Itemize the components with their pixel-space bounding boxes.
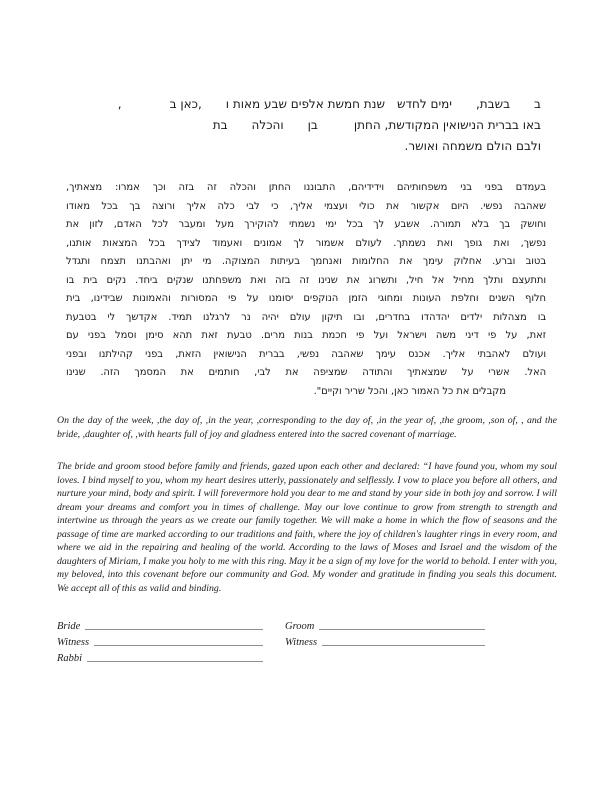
hebrew-vows-line: חלוף השנים וחלפת העונות ומחוגי הזמן הנוקפים יסומנו על פי המסורות והאמונות שבידינו, בית — [66, 293, 546, 304]
signature-column-right — [285, 616, 485, 664]
hebrew-vows-line: מקבלים את כל האמור כאן, והכל שריר וקיים". — [313, 385, 506, 397]
hebrew-vows-line: ועולם לאהבתי אליך. אכנס עימך שאהבה נפשי, בברית הנישואין הזאת, בפני קהילתנו ובפני — [66, 348, 546, 360]
hebrew-vows-line: נפשך, ואת גופך ואת נשמתך. לעולם אשמור לך אמונים ואעמוד לצידך בכל המצאות אותנו, — [66, 237, 546, 249]
hebrew-vows-line: וחושק בך בלא תמורה. אשבע לך בכל ימי נשמתי להוקירך מעל ומעבר לכל האדם, לזון את — [66, 219, 546, 230]
signature-row — [57, 616, 263, 632]
signature-column-left — [57, 616, 263, 664]
signature-label: Bride — [57, 621, 81, 632]
signature-label: Rabbi — [57, 653, 83, 664]
hebrew-date-section — [60, 94, 541, 157]
signature-section — [57, 616, 612, 664]
hebrew-vows-line: ותתעצם ותלך מחיל אל חיל, ותשרוג את שנינו זה בזה ואת משפחתנו שנקים ביחד. נקים בית בו — [66, 274, 546, 286]
signature-line — [319, 629, 485, 630]
hebrew-vows-line: בעמדם בפני בני משפחותיהם וידידיהם, התבוננו החתן והכלה זה בזה וכך אמרו: מצאתיך, — [66, 182, 546, 193]
hebrew-vows-line: בו מצהלות ילדים יהדהדו בחדרים, ובו תיקון עולם יהיה נר לרגלנו תמיד. אקדשך לי בטבעת — [66, 311, 546, 323]
signature-label: Witness — [285, 637, 318, 648]
signature-row — [57, 648, 263, 664]
hebrew-vows-line: זאת, על פי דיני משה וישראל ועל פי חכמת בנות מרים. טבעת זאת תהא סימן וסמל בפני עם — [66, 330, 546, 341]
signature-line — [85, 629, 263, 630]
signature-line — [322, 645, 485, 646]
signature-row — [285, 616, 485, 632]
english-date-paragraph: On the day of the week, ,the day of, ,in the year, ,corresponding to the day of, ,in the year of, ,the groom, ,son of, , and the bride, ,daughter of, ,with hearts full of joy and gladness entered into the sacred covenant of marriage. — [57, 415, 557, 440]
hebrew-date-line-1: ב בשבת, ימים לחדש שנת חמשת אלפים שבע מאות ו ,כאן ב , — [117, 97, 541, 111]
signature-line — [94, 645, 263, 646]
hebrew-vows-line: שאהבה נפשי. היום אקשור את כולי ועצמי אליך, כי לבי כלה אליך ורוצה בך בכל מאודו — [66, 200, 546, 212]
signature-line — [87, 661, 263, 662]
hebrew-date-line-3: ולבם הולם משמחה ואושר. — [404, 139, 541, 153]
english-vows-paragraph: The bride and groom stood before family and friends, gazed upon each other and declared: “I have found you, whom my soul loves. I bind myself to you, whom my heart desires utterly, passionately and selflessly. I vow to place you before all others, and nurture your mind, body and spirit. I will forevermore hold you dear to me and stand by your side in both joy and sorrow. I will dream your dreams and comfort you in times of challenge. May our love continue to grow from strength to strength and intertwine us through the years as we create our family together. We will make a home in which the flow of seasons and the passage of time are marked according to our traditions and faith, where the joy of children's laughter rings in every room, and where we aid in the repairing and healing of the world. According to the laws of Moses and Israel and the wisdom of the daughters of Miriam, I make you holy to me with this ring. May it be a sign of my love for the world to behold. I enter with you, my beloved, into this covenant before our community and God. My wonder and gratitude in finding you seals this document. We accept all of this as valid and binding. — [57, 461, 557, 594]
hebrew-vows-line: האל. אשרי על שמצאתיך והתודה שמציפה את לבי, חותמים את המסמך הזה. שנינו — [66, 367, 546, 378]
hebrew-date-line-2: באו בברית הנישואין המקודשת, החתן בן והכלה בת — [212, 118, 541, 132]
signature-label: Witness — [57, 637, 90, 648]
signature-row — [285, 632, 485, 648]
hebrew-vows-line: בטוב וברע. אחלוק עימך את החלומות ואנחמך בעיתות המצוקה. מי יתן ואהבתנו תצמח ותגדל — [66, 256, 546, 267]
signature-label: Groom — [285, 621, 315, 632]
hebrew-vows-paragraph — [66, 179, 546, 401]
signature-row — [57, 632, 263, 648]
